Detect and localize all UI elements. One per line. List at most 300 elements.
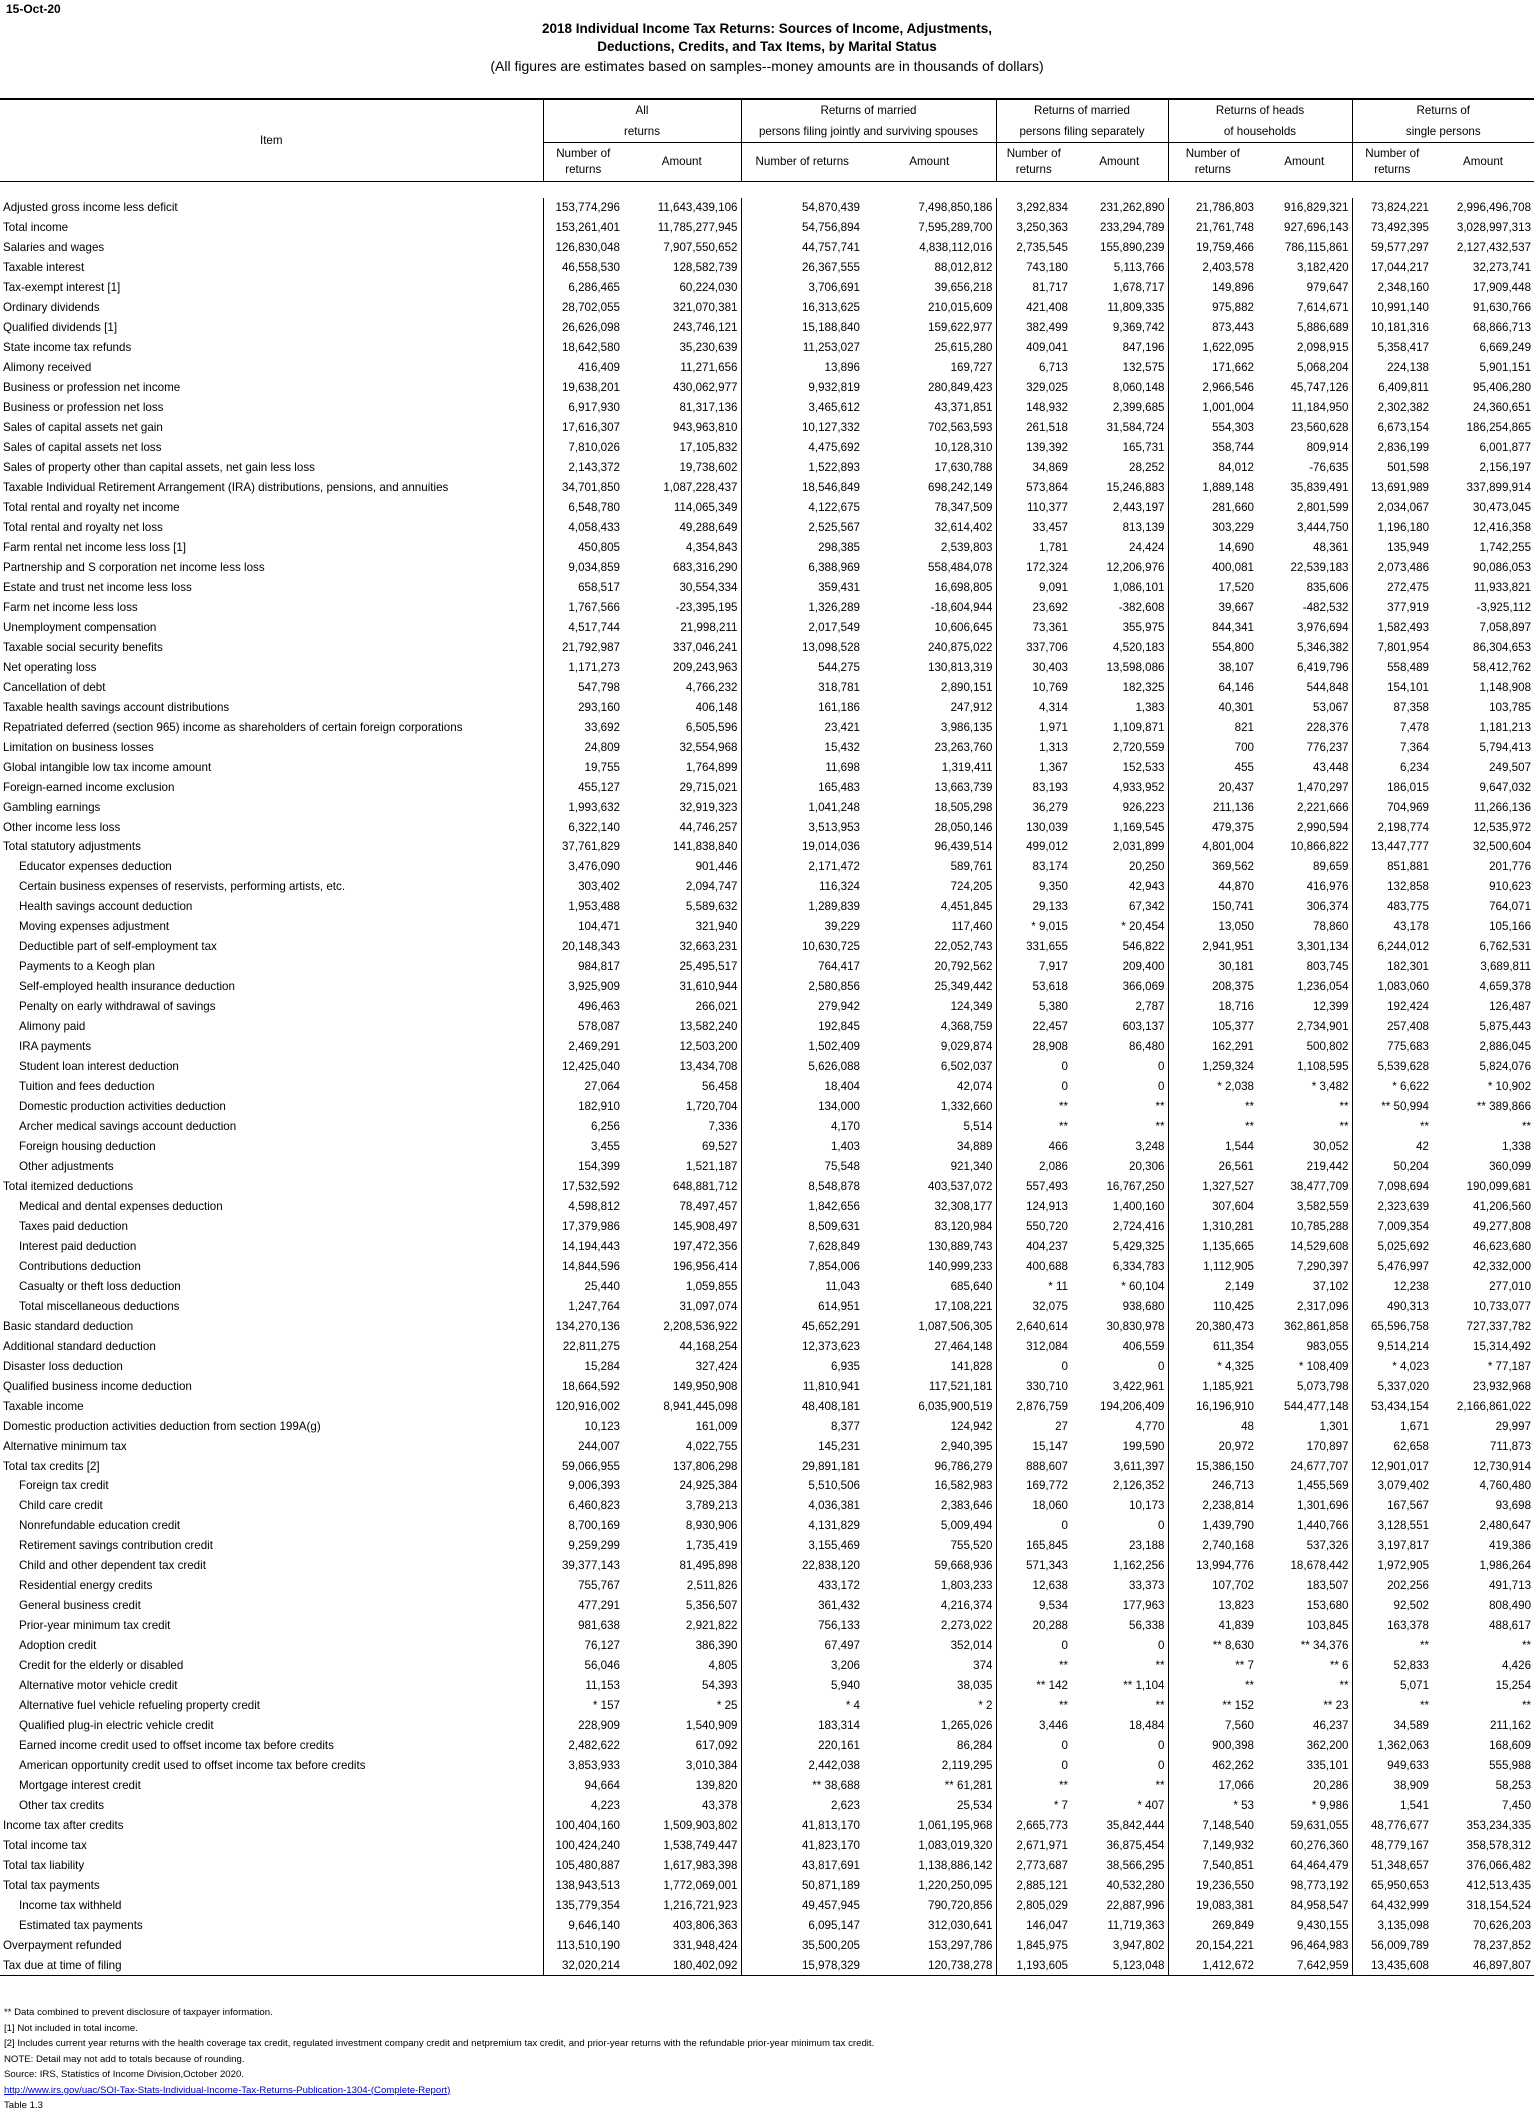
returns-cell: 547,798 — [543, 677, 623, 697]
table-row — [0, 1276, 1534, 1296]
returns-cell: 51,348,657 — [1352, 1855, 1432, 1875]
returns-cell: ** — [996, 1097, 1071, 1117]
amount-cell: 31,584,724 — [1106, 421, 1165, 435]
returns-cell: 28,702,055 — [543, 298, 623, 318]
returns-cell: 17,616,307 — [543, 418, 623, 438]
amount-cell: 59,668,936 — [934, 1559, 993, 1573]
amount-cell: 764,071 — [1489, 900, 1532, 914]
amount-cell: * 25 — [716, 1699, 738, 1713]
returns-cell: 554,303 — [1168, 418, 1257, 438]
returns-cell: 10,123 — [543, 1416, 623, 1436]
table-row — [0, 877, 1534, 897]
returns-cell: 1,622,095 — [1168, 338, 1257, 358]
amount-cell: 4,022,755 — [685, 1439, 738, 1453]
row-label: Taxable interest — [3, 261, 85, 275]
row-label: Tax due at time of filing — [0, 1955, 543, 1975]
amount-cell: 86,304,653 — [1473, 640, 1532, 654]
amount-cell: 159,622,977 — [928, 321, 993, 335]
amount-cell: 68,866,713 — [1473, 321, 1532, 335]
amount-cell: 3,301,134 — [1296, 940, 1349, 954]
returns-cell: 132,858 — [1352, 877, 1432, 897]
row-label: Sales of capital assets net gain — [3, 421, 163, 435]
returns-cell: 844,341 — [1168, 617, 1257, 637]
amount-cell: 10,866,822 — [1290, 840, 1349, 854]
returns-cell: 41,839 — [1168, 1616, 1257, 1636]
amount-cell: 724,205 — [950, 880, 993, 894]
returns-cell: 3,706,691 — [741, 278, 863, 298]
returns-cell: 3,513,953 — [741, 817, 863, 837]
returns-cell: 1,502,409 — [741, 1037, 863, 1057]
returns-cell: 479,375 — [1168, 817, 1257, 837]
amount-cell: 70,626,203 — [1473, 1918, 1532, 1932]
returns-cell: 4,475,692 — [741, 438, 863, 458]
row-label: Estate and trust net income less loss — [3, 580, 192, 594]
returns-cell: 43,178 — [1352, 917, 1432, 937]
returns-cell: 182,301 — [1352, 957, 1432, 977]
returns-cell: 20,380,473 — [1168, 1316, 1257, 1336]
returns-cell: 2,623 — [741, 1796, 863, 1816]
returns-cell: 1,767,566 — [543, 597, 623, 617]
table-row — [0, 498, 1534, 518]
amount-cell: 43,378 — [702, 1798, 738, 1812]
returns-cell: 116,324 — [741, 877, 863, 897]
returns-cell: 8,548,878 — [741, 1176, 863, 1196]
returns-cell: 496,463 — [543, 997, 623, 1017]
table-row — [0, 398, 1534, 418]
returns-cell: 19,759,466 — [1168, 238, 1257, 258]
row-label: Residential energy credits — [19, 1579, 153, 1593]
amount-cell: 96,786,279 — [934, 1459, 993, 1473]
amount-cell: -482,532 — [1302, 600, 1349, 614]
returns-cell: 39,377,143 — [543, 1556, 623, 1576]
amount-cell: 196,956,414 — [673, 1259, 738, 1273]
returns-cell: 42 — [1352, 1137, 1432, 1157]
returns-cell: 450,805 — [543, 537, 623, 557]
amount-cell: 32,273,741 — [1473, 261, 1532, 275]
returns-cell: 62,658 — [1352, 1436, 1432, 1456]
income-tax-table — [0, 98, 1534, 1976]
returns-cell: 658,517 — [543, 577, 623, 597]
returns-cell: 7,540,851 — [1168, 1855, 1257, 1875]
amount-cell: 416,976 — [1306, 880, 1349, 894]
returns-cell: 53,434,154 — [1352, 1396, 1432, 1416]
returns-cell: 130,039 — [996, 817, 1071, 837]
returns-cell: 49,457,945 — [741, 1895, 863, 1915]
returns-cell: 11,043 — [741, 1276, 863, 1296]
amount-cell: 29,997 — [1495, 1419, 1532, 1433]
returns-cell: 202,256 — [1352, 1576, 1432, 1596]
returns-cell: 64,432,999 — [1352, 1895, 1432, 1915]
returns-cell: 28,908 — [996, 1037, 1071, 1057]
amount-cell: 5,123,048 — [1071, 1955, 1168, 1975]
amount-cell: 12,503,200 — [679, 1040, 738, 1054]
amount-cell: 544,848 — [1306, 680, 1349, 694]
returns-cell: 571,343 — [996, 1556, 1071, 1576]
amount-cell: 755,520 — [950, 1539, 993, 1553]
amount-cell: 335,101 — [1306, 1759, 1349, 1773]
amount-cell: 21,998,211 — [680, 620, 738, 634]
returns-cell: 743,180 — [996, 258, 1071, 278]
returns-cell: 2,836,199 — [1352, 438, 1432, 458]
amount-header: Amount — [1432, 143, 1534, 182]
amount-cell: 18,484 — [1129, 1719, 1165, 1733]
amount-cell: 240,875,022 — [928, 640, 993, 654]
returns-cell: 1,083,060 — [1352, 977, 1432, 997]
amount-cell: -3,925,112 — [1476, 600, 1532, 614]
returns-cell: 400,081 — [1168, 557, 1257, 577]
returns-cell: 900,398 — [1168, 1736, 1257, 1756]
returns-cell: 13,823 — [1168, 1596, 1257, 1616]
row-label: Student loan interest deduction — [19, 1060, 179, 1074]
returns-cell: 135,779,354 — [543, 1895, 623, 1915]
returns-cell: 211,136 — [1168, 797, 1257, 817]
amount-cell: 7,336 — [708, 1120, 738, 1134]
amount-cell: 78,860 — [1313, 920, 1349, 934]
table-row — [0, 218, 1534, 238]
returns-cell: 361,432 — [741, 1596, 863, 1616]
amount-cell: 2,886,045 — [1479, 1040, 1532, 1054]
returns-cell: 0 — [996, 1057, 1071, 1077]
returns-cell: 2,941,951 — [1168, 937, 1257, 957]
returns-cell: 5,539,628 — [1352, 1057, 1432, 1077]
amount-cell: 617,092 — [695, 1739, 738, 1753]
amount-cell: 23,263,760 — [934, 740, 993, 754]
returns-cell: 775,683 — [1352, 1037, 1432, 1057]
returns-cell: 22,838,120 — [741, 1556, 863, 1576]
table-row — [0, 1236, 1534, 1256]
row-label: Prior-year minimum tax credit — [19, 1619, 171, 1633]
amount-cell: 32,308,177 — [934, 1199, 993, 1213]
amount-cell: 589,761 — [950, 860, 993, 874]
amount-cell: 228,376 — [1306, 720, 1349, 734]
returns-cell: 26,626,098 — [543, 318, 623, 338]
amount-cell: ** 61,281 — [944, 1779, 993, 1793]
group-header-married-joint: Returns of married persons filing jointly and surviving spouses — [741, 99, 996, 143]
amount-cell: 360,099 — [1489, 1159, 1532, 1173]
amount-cell: 702,563,593 — [928, 421, 993, 435]
table-row — [0, 1496, 1534, 1516]
amount-cell: 32,663,231 — [679, 940, 738, 954]
row-label: Educator expenses deduction — [19, 860, 172, 874]
table-row — [0, 1216, 1534, 1236]
amount-cell: 603,137 — [1122, 1020, 1165, 1034]
returns-cell: 15,432 — [741, 737, 863, 757]
amount-cell: 168,609 — [1489, 1739, 1532, 1753]
amount-cell: 280,849,423 — [928, 381, 993, 395]
returns-cell: 0 — [996, 1736, 1071, 1756]
amount-cell: * 9,986 — [1311, 1798, 1349, 1812]
amount-cell: 14,529,608 — [1290, 1239, 1349, 1253]
returns-cell: 48,408,181 — [741, 1396, 863, 1416]
amount-cell: 249,507 — [1489, 760, 1532, 774]
table-row — [0, 977, 1534, 997]
returns-cell: 1,196,180 — [1352, 518, 1432, 538]
returns-cell: 1,972,905 — [1352, 1556, 1432, 1576]
returns-cell: 134,270,136 — [543, 1316, 623, 1336]
amount-cell: 31,610,944 — [679, 980, 738, 994]
amount-cell: 24,677,707 — [1290, 1459, 1349, 1473]
table-row — [0, 238, 1534, 258]
returns-cell: 33,457 — [996, 518, 1071, 538]
returns-cell: 139,392 — [996, 438, 1071, 458]
returns-cell: 20,288 — [996, 1616, 1071, 1636]
row-label: Domestic production activities deduction — [19, 1100, 226, 1114]
amount-cell: 11,785,277,945 — [657, 221, 738, 235]
returns-cell: 13,994,776 — [1168, 1556, 1257, 1576]
amount-cell: 2,383,646 — [940, 1499, 993, 1513]
amount-cell: 9,647,032 — [1479, 780, 1532, 794]
table-row — [0, 1097, 1534, 1117]
returns-cell: 183,314 — [741, 1716, 863, 1736]
returns-cell: 3,197,817 — [1352, 1536, 1432, 1556]
table-row — [0, 338, 1534, 358]
table-row — [0, 637, 1534, 657]
returns-cell: 369,562 — [1168, 857, 1257, 877]
returns-cell: 1,781 — [996, 537, 1071, 557]
returns-cell: 1,403 — [741, 1137, 863, 1157]
returns-cell: 1,541 — [1352, 1796, 1432, 1816]
returns-cell: 2,348,160 — [1352, 278, 1432, 298]
amount-cell: 37,102 — [1313, 1279, 1349, 1293]
table-row — [0, 1196, 1534, 1216]
row-label: Repatriated deferred (section 965) income as shareholders of certain foreign corporations — [3, 720, 463, 734]
returns-cell: 3,155,469 — [741, 1536, 863, 1556]
returns-cell: 3,925,909 — [543, 977, 623, 997]
amount-cell: 48,361 — [1313, 540, 1349, 554]
amount-cell: 1,216,721,923 — [663, 1898, 738, 1912]
amount-cell: 124,942 — [950, 1419, 993, 1433]
returns-cell: 113,510,190 — [543, 1935, 623, 1955]
table-id: Table 1.3 — [4, 2100, 43, 2111]
amount-cell: 5,875,443 — [1479, 1020, 1532, 1034]
returns-cell: * 11 — [996, 1276, 1071, 1296]
amount-cell: 3,947,802 — [1112, 1938, 1165, 1952]
table-row — [0, 597, 1534, 617]
returns-cell: 975,882 — [1168, 298, 1257, 318]
row-label: Overpayment refunded — [3, 1938, 122, 1952]
row-label: Payments to a Keogh plan — [19, 960, 155, 974]
returns-cell: 26,367,555 — [741, 258, 863, 278]
amount-cell: 43,448 — [1313, 760, 1349, 774]
amount-cell: 7,595,289,700 — [918, 221, 993, 235]
returns-cell: 26,561 — [1168, 1157, 1257, 1177]
amount-cell: 3,422,961 — [1112, 1379, 1165, 1393]
returns-cell: 2,442,038 — [741, 1756, 863, 1776]
amount-cell: 558,484,078 — [928, 560, 993, 574]
amount-cell: 12,206,976 — [1106, 560, 1165, 574]
amount-cell: 266,021 — [695, 1000, 738, 1014]
returns-cell: 0 — [996, 1516, 1071, 1536]
returns-cell: 172,324 — [996, 557, 1071, 577]
returns-cell: 23,421 — [741, 717, 863, 737]
amount-cell: 34,889 — [957, 1140, 993, 1154]
amount-cell: 45,747,126 — [1290, 381, 1349, 395]
returns-cell: 13,691,989 — [1352, 478, 1432, 498]
returns-cell: 404,237 — [996, 1236, 1071, 1256]
returns-cell: 3,476,090 — [543, 857, 623, 877]
returns-cell: 76,127 — [543, 1636, 623, 1656]
returns-cell: 15,147 — [996, 1436, 1071, 1456]
returns-cell: 7,628,849 — [741, 1236, 863, 1256]
row-label: Total itemized deductions — [3, 1179, 134, 1193]
row-label: Total statutory adjustments — [3, 840, 141, 854]
amount-cell: 927,696,143 — [1284, 221, 1349, 235]
amount-cell: 137,806,298 — [673, 1459, 738, 1473]
amount-cell: 190,099,681 — [1466, 1179, 1532, 1193]
row-label: Total tax payments — [3, 1878, 100, 1892]
returns-cell: 24,809 — [543, 737, 623, 757]
amount-cell: * 77,187 — [1487, 1359, 1532, 1373]
row-label: Qualified dividends [1] — [3, 321, 118, 335]
amount-cell: 1,440,766 — [1296, 1519, 1349, 1533]
row-label: Alternative motor vehicle credit — [19, 1679, 178, 1693]
amount-cell: 78,497,457 — [679, 1199, 738, 1213]
amount-cell: 4,451,845 — [940, 900, 993, 914]
amount-cell: 42,943 — [1129, 880, 1165, 894]
row-label: Income tax withheld — [19, 1898, 122, 1912]
returns-cell: 84,012 — [1168, 458, 1257, 478]
returns-cell: 65,950,653 — [1352, 1875, 1432, 1895]
returns-cell: 7,364 — [1352, 737, 1432, 757]
amount-cell: 140,999,233 — [928, 1259, 993, 1273]
amount-cell: 901,446 — [695, 860, 738, 874]
returns-cell: 257,408 — [1352, 1017, 1432, 1037]
amount-cell: 1,086,101 — [1112, 580, 1165, 594]
table-row — [0, 1556, 1534, 1576]
table-row — [0, 1796, 1534, 1816]
amount-cell: 117,521,181 — [928, 1379, 993, 1393]
source-link[interactable]: http://www.irs.gov/uac/SOI-Tax-Stats-Individual-Income-Tax-Returns-Publication-1304-(Complete-Report) — [4, 2084, 451, 2096]
returns-cell: ** — [1352, 1696, 1432, 1716]
returns-cell: 6,322,140 — [543, 817, 623, 837]
amount-cell: 28,050,146 — [934, 820, 993, 834]
row-label: Alimony paid — [19, 1020, 86, 1034]
returns-cell: 1,171,273 — [543, 657, 623, 677]
amount-cell: 403,806,363 — [673, 1918, 738, 1932]
returns-cell: 614,951 — [741, 1296, 863, 1316]
amount-cell: 20,792,562 — [934, 960, 993, 974]
row-label: Estimated tax payments — [19, 1918, 143, 1932]
amount-cell: 95,406,280 — [1473, 381, 1532, 395]
returns-cell: 18,664,592 — [543, 1376, 623, 1396]
amount-cell: 16,582,983 — [934, 1479, 993, 1493]
returns-cell: 149,896 — [1168, 278, 1257, 298]
returns-cell: 87,358 — [1352, 697, 1432, 717]
row-label: Total rental and royalty net loss — [3, 520, 163, 534]
returns-cell: 12,425,040 — [543, 1057, 623, 1077]
amount-cell: 2,273,022 — [940, 1619, 993, 1633]
returns-cell: 12,638 — [996, 1576, 1071, 1596]
amount-cell: 5,589,632 — [685, 900, 738, 914]
amount-cell: 4,770 — [1135, 1419, 1165, 1433]
table-row — [0, 837, 1534, 857]
amount-cell: 2,940,395 — [940, 1439, 993, 1453]
table-row — [0, 1256, 1534, 1276]
returns-cell: 73,824,221 — [1352, 198, 1432, 218]
returns-cell: 1,327,527 — [1168, 1176, 1257, 1196]
returns-cell: 1,971 — [996, 717, 1071, 737]
amount-cell: 17,909,448 — [1473, 281, 1532, 295]
returns-cell: 7,560 — [1168, 1716, 1257, 1736]
returns-cell: 30,403 — [996, 657, 1071, 677]
table-row — [0, 258, 1534, 278]
amount-cell: 1,236,054 — [1296, 980, 1349, 994]
row-label: Other adjustments — [19, 1159, 114, 1173]
returns-cell: 4,122,675 — [741, 498, 863, 518]
returns-cell: 269,849 — [1168, 1915, 1257, 1935]
amount-cell: 6,502,037 — [940, 1060, 993, 1074]
returns-cell: 11,153 — [543, 1676, 623, 1696]
row-label: Salaries and wages — [3, 241, 105, 255]
table-row — [0, 1596, 1534, 1616]
report-date: 15-Oct-20 — [6, 2, 61, 16]
returns-cell: 19,638,201 — [543, 378, 623, 398]
amount-cell: ** — [1155, 1779, 1165, 1793]
amount-cell: 12,416,358 — [1473, 520, 1532, 534]
table-row — [0, 1815, 1534, 1835]
amount-cell: ** — [1522, 1120, 1532, 1134]
returns-cell: 1,193,605 — [996, 1955, 1071, 1975]
amount-cell: 2,208,536,922 — [663, 1319, 738, 1333]
returns-cell: * 4,325 — [1168, 1356, 1257, 1376]
group-header-single-persons: Returns of single persons — [1352, 99, 1534, 143]
returns-cell: 7,149,932 — [1168, 1835, 1257, 1855]
amount-cell: 4,426 — [1502, 1659, 1532, 1673]
row-label: Total income tax — [3, 1838, 87, 1852]
amount-cell: 12,535,972 — [1473, 820, 1532, 834]
amount-cell: 38,566,295 — [1106, 1858, 1165, 1872]
returns-cell: 3,853,933 — [543, 1756, 623, 1776]
table-row — [0, 418, 1534, 438]
returns-cell: 2,671,971 — [996, 1835, 1071, 1855]
amount-cell: 117,460 — [951, 920, 993, 934]
returns-cell: 21,786,803 — [1168, 198, 1257, 218]
row-label: Medical and dental expenses deduction — [19, 1199, 223, 1213]
amount-cell: ** 23 — [1323, 1699, 1349, 1713]
returns-cell: 455,127 — [543, 777, 623, 797]
returns-cell: 5,476,997 — [1352, 1256, 1432, 1276]
returns-cell: 165,483 — [741, 777, 863, 797]
amount-cell: 8,060,148 — [1112, 381, 1165, 395]
amount-cell: 3,248 — [1135, 1140, 1165, 1154]
returns-cell: 477,291 — [543, 1596, 623, 1616]
returns-cell: 873,443 — [1168, 318, 1257, 338]
row-label: American opportunity credit used to offset income tax before credits — [19, 1759, 366, 1773]
returns-cell: 3,446 — [996, 1716, 1071, 1736]
amount-cell: 16,698,805 — [934, 580, 993, 594]
amount-cell: 6,762,531 — [1479, 940, 1532, 954]
amount-cell: 11,271,656 — [680, 361, 738, 375]
returns-cell: 1,842,656 — [741, 1196, 863, 1216]
returns-cell: 18,716 — [1168, 997, 1257, 1017]
returns-cell: 41,813,170 — [741, 1815, 863, 1835]
returns-cell: ** — [1352, 1117, 1432, 1137]
row-label: Global intangible low tax income amount — [3, 760, 212, 774]
amount-cell: 211,162 — [1489, 1719, 1532, 1733]
returns-cell: 182,910 — [543, 1097, 623, 1117]
returns-cell: 16,313,625 — [741, 298, 863, 318]
returns-cell: 3,292,834 — [996, 198, 1071, 218]
returns-cell: 704,969 — [1352, 797, 1432, 817]
amount-cell: 544,477,148 — [1284, 1399, 1349, 1413]
returns-cell: 9,350 — [996, 877, 1071, 897]
amount-cell: 20,250 — [1129, 860, 1165, 874]
amount-cell: 89,659 — [1313, 860, 1349, 874]
amount-cell: 1,455,569 — [1296, 1479, 1349, 1493]
amount-cell: 10,733,077 — [1473, 1299, 1532, 1313]
returns-cell: 186,015 — [1352, 777, 1432, 797]
row-label: Income tax after credits — [3, 1818, 124, 1832]
